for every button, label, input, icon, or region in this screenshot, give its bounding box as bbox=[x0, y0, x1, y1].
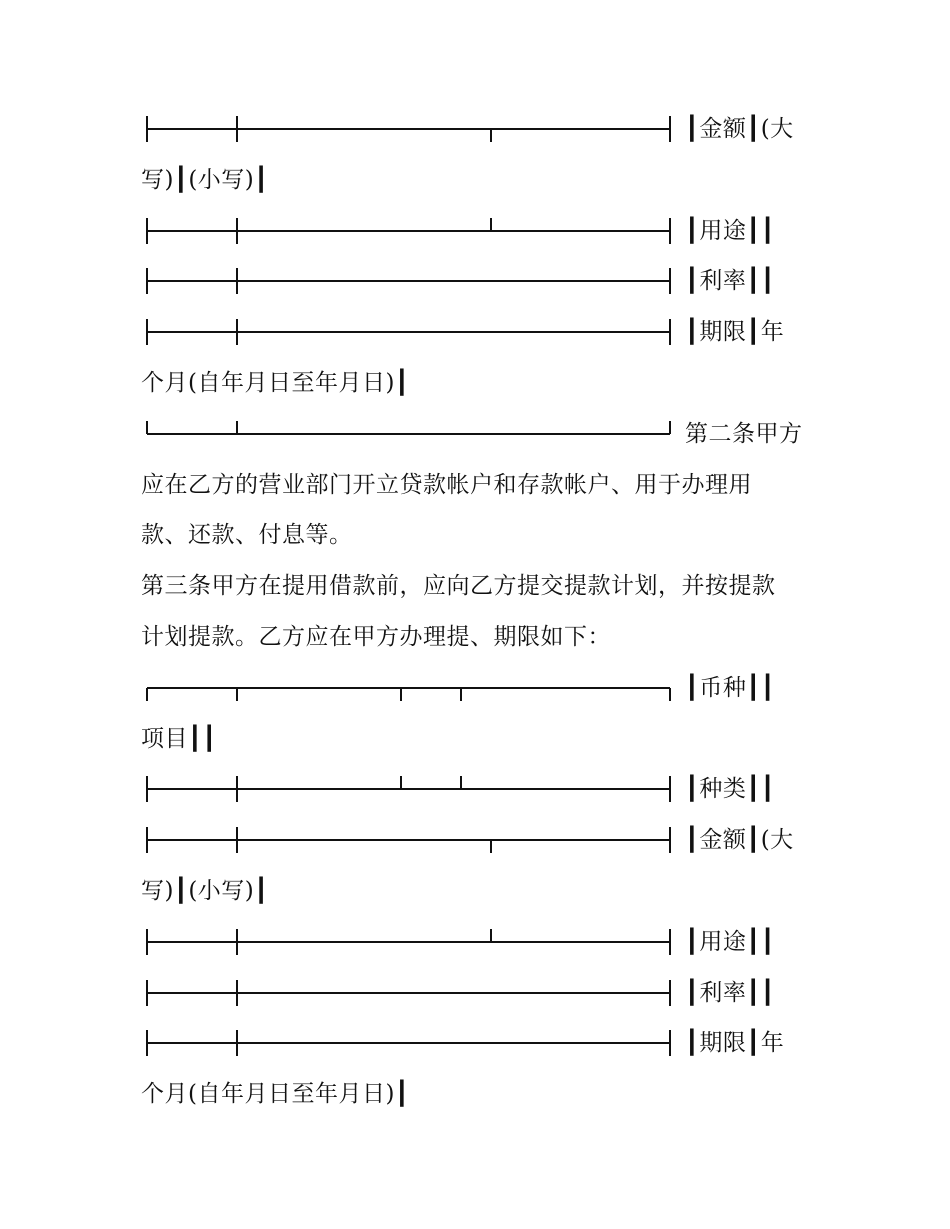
row-label: ┃金额┃(大 bbox=[685, 116, 794, 142]
text-line: 应在乙方的营业部门开立贷款帐户和存款帐户、用于办理用 bbox=[141, 472, 752, 498]
row-label: ┃利率┃┃ bbox=[685, 980, 776, 1006]
row-label: 第二条甲方 bbox=[685, 421, 803, 447]
row-label: ┃用途┃┃ bbox=[685, 929, 776, 955]
table-rule-row bbox=[141, 211, 821, 251]
text-line: 第三条甲方在提用借款前，应向乙方提交提款计划，并按提款 bbox=[141, 573, 776, 599]
table-rule bbox=[141, 109, 701, 149]
table-rule bbox=[141, 1023, 701, 1063]
row-label: ┃币种┃┃ bbox=[685, 675, 776, 701]
table-rule-row bbox=[141, 1023, 821, 1063]
table-rule bbox=[141, 820, 701, 860]
text-line: 个月(自年月日至年月日)┃ bbox=[141, 1081, 410, 1107]
table-rule-row bbox=[141, 922, 821, 962]
table-rule-row bbox=[141, 414, 821, 454]
row-label: ┃利率┃┃ bbox=[685, 268, 776, 294]
table-rule-row bbox=[141, 261, 821, 301]
table-rule bbox=[141, 414, 701, 454]
text-line: 款、还款、付息等。 bbox=[141, 522, 353, 548]
table-rule bbox=[141, 769, 701, 809]
table-rule bbox=[141, 261, 701, 301]
row-label: ┃种类┃┃ bbox=[685, 776, 776, 802]
table-rule-row bbox=[141, 769, 821, 809]
text-line: 项目┃┃ bbox=[141, 726, 217, 752]
table-rule bbox=[141, 973, 701, 1013]
table-rule bbox=[141, 211, 701, 251]
row-label: ┃期限┃年 bbox=[685, 1030, 785, 1056]
table-rule-row bbox=[141, 973, 821, 1013]
text-line: 写)┃(小写)┃ bbox=[141, 878, 269, 904]
row-label: ┃金额┃(大 bbox=[685, 827, 794, 853]
table-rule-row bbox=[141, 668, 821, 708]
text-line: 计划提款。乙方应在甲方办理提、期限如下： bbox=[141, 624, 611, 650]
text-line: 写)┃(小写)┃ bbox=[141, 167, 269, 193]
table-rule bbox=[141, 312, 701, 352]
table-rule-row bbox=[141, 109, 821, 149]
text-line: 个月(自年月日至年月日)┃ bbox=[141, 370, 410, 396]
table-rule-row bbox=[141, 312, 821, 352]
table-rule bbox=[141, 668, 701, 708]
table-rule-row bbox=[141, 820, 821, 860]
row-label: ┃用途┃┃ bbox=[685, 218, 776, 244]
row-label: ┃期限┃年 bbox=[685, 319, 785, 345]
table-rule bbox=[141, 922, 701, 962]
